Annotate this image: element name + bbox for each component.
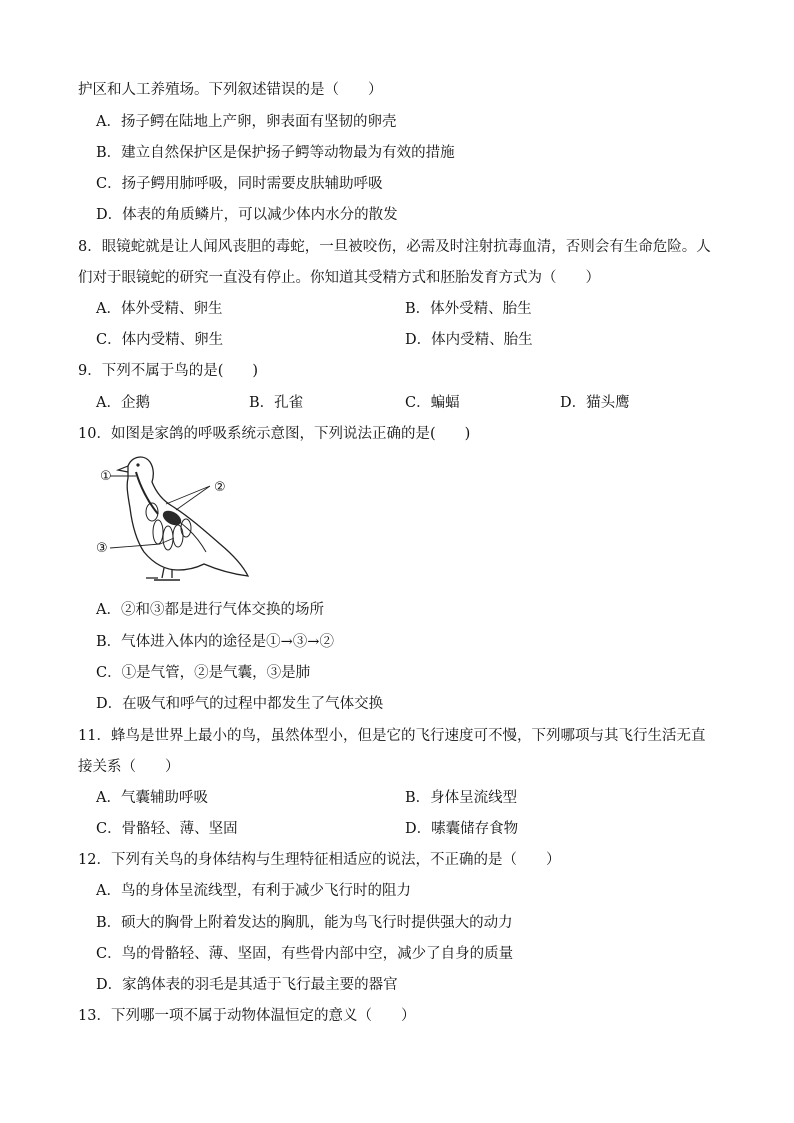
q10-option-c: C．①是气管，②是气囊，③是肺	[96, 665, 311, 681]
label-1: ①	[100, 469, 112, 484]
q8-option-a: A．体外受精、卵生	[96, 301, 223, 317]
q7-option-c: C．扬子鳄用肺呼吸，同时需要皮肤辅助呼吸	[96, 176, 383, 192]
q8-option-d: D．体内受精、胎生	[405, 332, 533, 348]
q12-stem: 12．下列有关鸟的身体结构与生理特征相适应的说法，不正确的是（ ）	[78, 852, 561, 868]
q7-option-a: A．扬子鳄在陆地上产卵，卵表面有坚韧的卵壳	[96, 114, 397, 130]
q10-option-b: B．气体进入体内的途径是①→③→②	[96, 634, 334, 650]
q9-option-b: B．孔雀	[249, 395, 304, 411]
q10-stem: 10．如图是家鸽的呼吸系统示意图，下列说法正确的是( )	[78, 426, 471, 442]
q12-option-a: A．鸟的身体呈流线型，有利于减少飞行时的阻力	[96, 883, 411, 899]
q7-stem: 护区和人工养殖场。下列叙述错误的是（ ）	[78, 82, 383, 98]
q9-option-c: C．蝙蝠	[405, 395, 460, 411]
q11-option-a: A．气囊辅助呼吸	[96, 790, 208, 806]
q7-option-b: B．建立自然保护区是保护扬子鳄等动物最为有效的措施	[96, 145, 455, 161]
q12-option-c: C．鸟的骨骼轻、薄、坚固，有些骨内部中空，减少了自身的质量	[96, 946, 514, 962]
label-2: ②	[214, 480, 226, 495]
q8-option-c: C．体内受精、卵生	[96, 332, 224, 348]
q13-stem: 13．下列哪一项不属于动物体温恒定的意义（ ）	[78, 1008, 416, 1024]
q11-stem-line1: 11．蜂鸟是世界上最小的鸟，虽然体型小，但是它的飞行速度可不慢，下列哪项与其飞行生活无直	[78, 728, 706, 744]
q7-option-d: D．体表的角质鳞片，可以减少体内水分的散发	[96, 207, 398, 223]
q9-option-d: D．猫头鹰	[560, 395, 630, 411]
q11-option-b: B．身体呈流线型	[405, 790, 518, 806]
q9-stem: 9．下列不属于鸟的是( )	[78, 363, 259, 379]
q12-option-d: D．家鸽体表的羽毛是其适于飞行最主要的器官	[96, 977, 398, 993]
pigeon-respiratory-diagram	[92, 452, 252, 587]
q11-stem-line2: 接关系（ ）	[78, 759, 180, 775]
q9-option-a: A．企鹅	[96, 395, 150, 411]
q8-stem-line2: 们对于眼镜蛇的研究一直没有停止。你知道其受精方式和胚胎发育方式为（ ）	[78, 270, 600, 286]
q10-option-d: D．在吸气和呼气的过程中都发生了气体交换	[96, 696, 384, 712]
q8-stem-line1: 8．眼镜蛇就是让人闻风丧胆的毒蛇，一旦被咬伤，必需及时注射抗毒血清，否则会有生命危险。人	[78, 239, 711, 255]
q8-option-b: B．体外受精、胎生	[405, 301, 532, 317]
q11-option-c: C．骨骼轻、薄、坚固	[96, 821, 238, 837]
q10-option-a: A．②和③都是进行气体交换的场所	[96, 602, 324, 618]
q12-option-b: B．硕大的胸骨上附着发达的胸肌，能为鸟飞行时提供强大的动力	[96, 915, 513, 931]
label-3: ③	[96, 541, 108, 556]
q11-option-d: D．嗉囊储存食物	[405, 821, 519, 837]
